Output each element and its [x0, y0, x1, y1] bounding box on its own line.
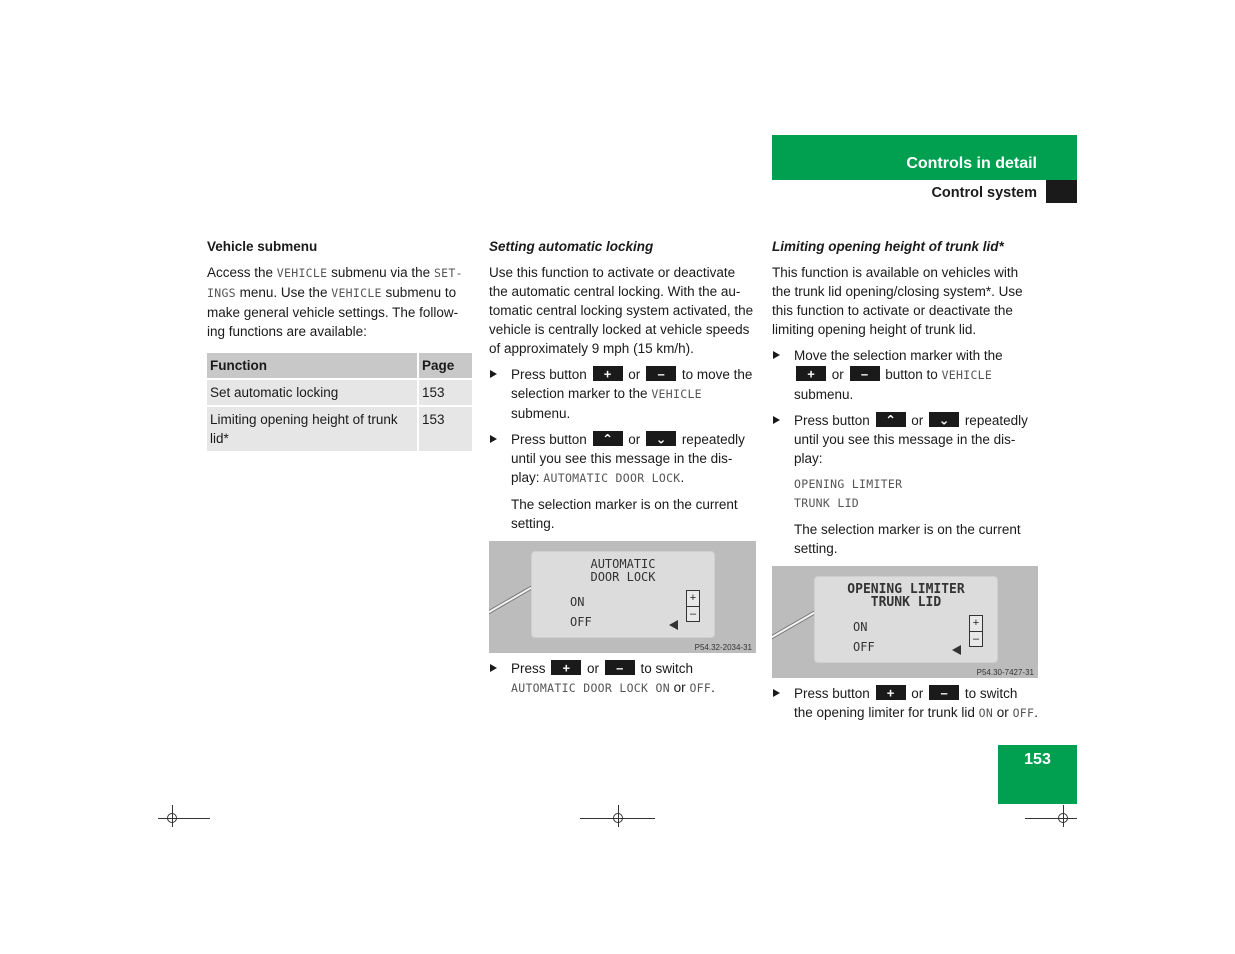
text: or	[907, 413, 928, 428]
plus-icon: +	[972, 617, 980, 629]
figure-code: P54.32-2034-31	[694, 643, 752, 652]
section-subtitle: Control system	[931, 185, 1037, 201]
text: button to	[881, 367, 942, 382]
down-icon: ⌄	[938, 412, 950, 427]
text: Press button	[794, 686, 874, 701]
intro-paragraph	[207, 263, 472, 341]
instruction-step	[489, 365, 756, 423]
lcd-line: TRUNK LID	[870, 595, 942, 610]
text: or	[583, 661, 603, 676]
down-icon: ⌄	[655, 431, 667, 446]
result-note: The selection marker is on the current setting.	[511, 497, 738, 531]
page-number-box	[998, 745, 1077, 804]
plus-icon: +	[562, 660, 571, 675]
text: .	[711, 680, 715, 695]
display-text: OPENING LIMITER	[794, 477, 903, 491]
minus-icon: –	[860, 366, 869, 381]
display-text: TRUNK LID	[794, 496, 860, 510]
minus-button-icon	[605, 660, 635, 675]
plus-icon: +	[689, 592, 697, 604]
lcd-option-on: ON	[853, 620, 868, 634]
text: submenu to make general vehicle settings. The follow-ing functions are available:	[207, 285, 459, 339]
lcd-option-off: OFF	[853, 640, 875, 654]
table-cell: 153	[418, 406, 472, 451]
display-message	[772, 475, 1038, 513]
bullet-arrow-icon	[490, 664, 497, 672]
text: or	[669, 680, 690, 695]
table-row	[207, 379, 472, 406]
text: submenu via the	[327, 265, 434, 280]
instruction-step	[489, 659, 756, 698]
text: .	[680, 470, 685, 485]
text: or	[828, 367, 848, 382]
display-illustration	[489, 541, 756, 653]
text: or	[907, 686, 928, 701]
plus-button-icon	[796, 366, 826, 381]
down-button-icon	[646, 431, 676, 446]
display-text: VEHICLE	[941, 368, 993, 382]
column-trunk-lid	[772, 237, 1038, 730]
display-text: ON	[978, 706, 994, 720]
text: or	[993, 705, 1013, 720]
minus-icon: –	[940, 685, 948, 700]
instruction-step	[772, 346, 1038, 404]
text: submenu.	[511, 406, 571, 421]
text: Access the	[207, 265, 277, 280]
instruction-step	[772, 684, 1038, 723]
lcd-line: AUTOMATIC	[590, 557, 656, 571]
text: menu. Use the	[235, 285, 332, 300]
text: Press button	[511, 367, 591, 382]
instruction-step	[489, 430, 756, 488]
bullet-arrow-icon	[490, 435, 497, 443]
plus-button-icon	[593, 366, 623, 381]
lcd-title	[532, 558, 714, 584]
text: Press	[511, 661, 550, 676]
text: to switch the opening limiter for trunk lid	[794, 686, 1018, 720]
heading-automatic-locking: Setting automatic locking	[489, 239, 654, 254]
section-header-bar	[772, 135, 1077, 180]
text: .	[1034, 705, 1038, 720]
table-cell: Set automatic locking	[207, 379, 418, 406]
minus-icon: –	[687, 606, 699, 621]
bullet-arrow-icon	[773, 689, 780, 697]
text: repeatedly until you see this message in the dis-play:	[794, 413, 1028, 466]
header-marker	[1046, 180, 1077, 203]
heading-vehicle-submenu: Vehicle submenu	[207, 239, 318, 254]
bullet-arrow-icon	[773, 416, 780, 424]
table-header-row	[207, 353, 472, 379]
lcd-option-on: ON	[570, 595, 585, 609]
up-button-icon	[876, 412, 906, 427]
minus-button-icon	[929, 685, 959, 700]
lcd-line: OPENING LIMITER	[847, 582, 965, 597]
instruction-step	[772, 411, 1038, 468]
down-button-icon	[929, 412, 959, 427]
display-screen	[531, 551, 715, 638]
lcd-option-off: OFF	[570, 615, 592, 629]
display-text: SET-INGS	[207, 266, 463, 300]
page-number: 153	[1024, 751, 1051, 768]
text: Press button	[511, 432, 591, 447]
table-row	[207, 406, 472, 451]
bullet-arrow-icon	[490, 370, 497, 378]
plus-icon: +	[807, 366, 815, 381]
figure-code: P54.30-7427-31	[976, 668, 1034, 677]
minus-icon: –	[616, 660, 624, 675]
lcd-line: DOOR LOCK	[590, 570, 656, 584]
text: repeatedly until you see this message in the dis-play:	[511, 432, 745, 485]
display-text: OFF	[1012, 706, 1035, 720]
section-title: Controls in detail	[906, 155, 1037, 172]
function-table	[207, 353, 472, 451]
display-screen	[814, 576, 998, 663]
text: to move the selection marker to the	[511, 367, 753, 401]
intro-paragraph: This function is available on vehicles with the trunk lid opening/closing system*. Use this function to activate or deactivate the limiting opening height of trunk lid.	[772, 265, 1023, 337]
text: Press button	[794, 413, 874, 428]
plus-button-icon	[876, 685, 906, 700]
bullet-arrow-icon	[773, 351, 780, 359]
intro-paragraph: Use this function to activate or deactivate the automatic central locking. With the au-tomatic central locking system activated, the vehicle is centrally locked at vehicle speeds of approximately 9 mph (15 km/h).	[489, 265, 754, 356]
minus-button-icon	[646, 366, 676, 381]
column-vehicle-submenu	[207, 237, 472, 451]
column-automatic-locking	[489, 237, 756, 705]
display-text: AUTOMATIC DOOR LOCK	[543, 471, 681, 485]
up-icon: ⌃	[885, 412, 896, 427]
table-cell: Limiting opening height of trunk lid*	[207, 406, 418, 451]
heading-trunk-lid: Limiting opening height of trunk lid*	[772, 239, 1004, 254]
lcd-title	[815, 583, 997, 609]
plus-minus-indicator	[686, 590, 700, 622]
display-text: VEHICLE	[651, 387, 702, 401]
up-icon: ⌃	[602, 431, 613, 446]
minus-button-icon	[850, 366, 880, 381]
display-text: OFF	[689, 681, 712, 695]
display-text: VEHICLE	[331, 286, 382, 300]
minus-icon: –	[657, 366, 665, 381]
plus-minus-indicator	[969, 615, 983, 647]
text: Move the selection marker with the	[794, 348, 1003, 363]
minus-icon: –	[970, 631, 982, 646]
text: submenu.	[794, 387, 854, 402]
plus-icon: +	[886, 685, 895, 700]
table-cell: 153	[418, 379, 472, 406]
up-button-icon	[593, 431, 623, 446]
display-text: AUTOMATIC DOOR LOCK ON	[511, 681, 670, 695]
display-illustration	[772, 566, 1038, 678]
text: or	[624, 367, 645, 382]
text: or	[624, 432, 645, 447]
column-header-page: Page	[418, 353, 472, 379]
plus-icon: +	[603, 366, 612, 381]
plus-button-icon	[551, 660, 581, 675]
column-header-function: Function	[207, 353, 418, 379]
display-text: VEHICLE	[276, 266, 328, 280]
selection-marker-icon	[669, 620, 678, 630]
text: to switch	[636, 661, 694, 676]
selection-marker-icon	[952, 645, 961, 655]
result-note: The selection marker is on the current setting.	[794, 522, 1021, 556]
